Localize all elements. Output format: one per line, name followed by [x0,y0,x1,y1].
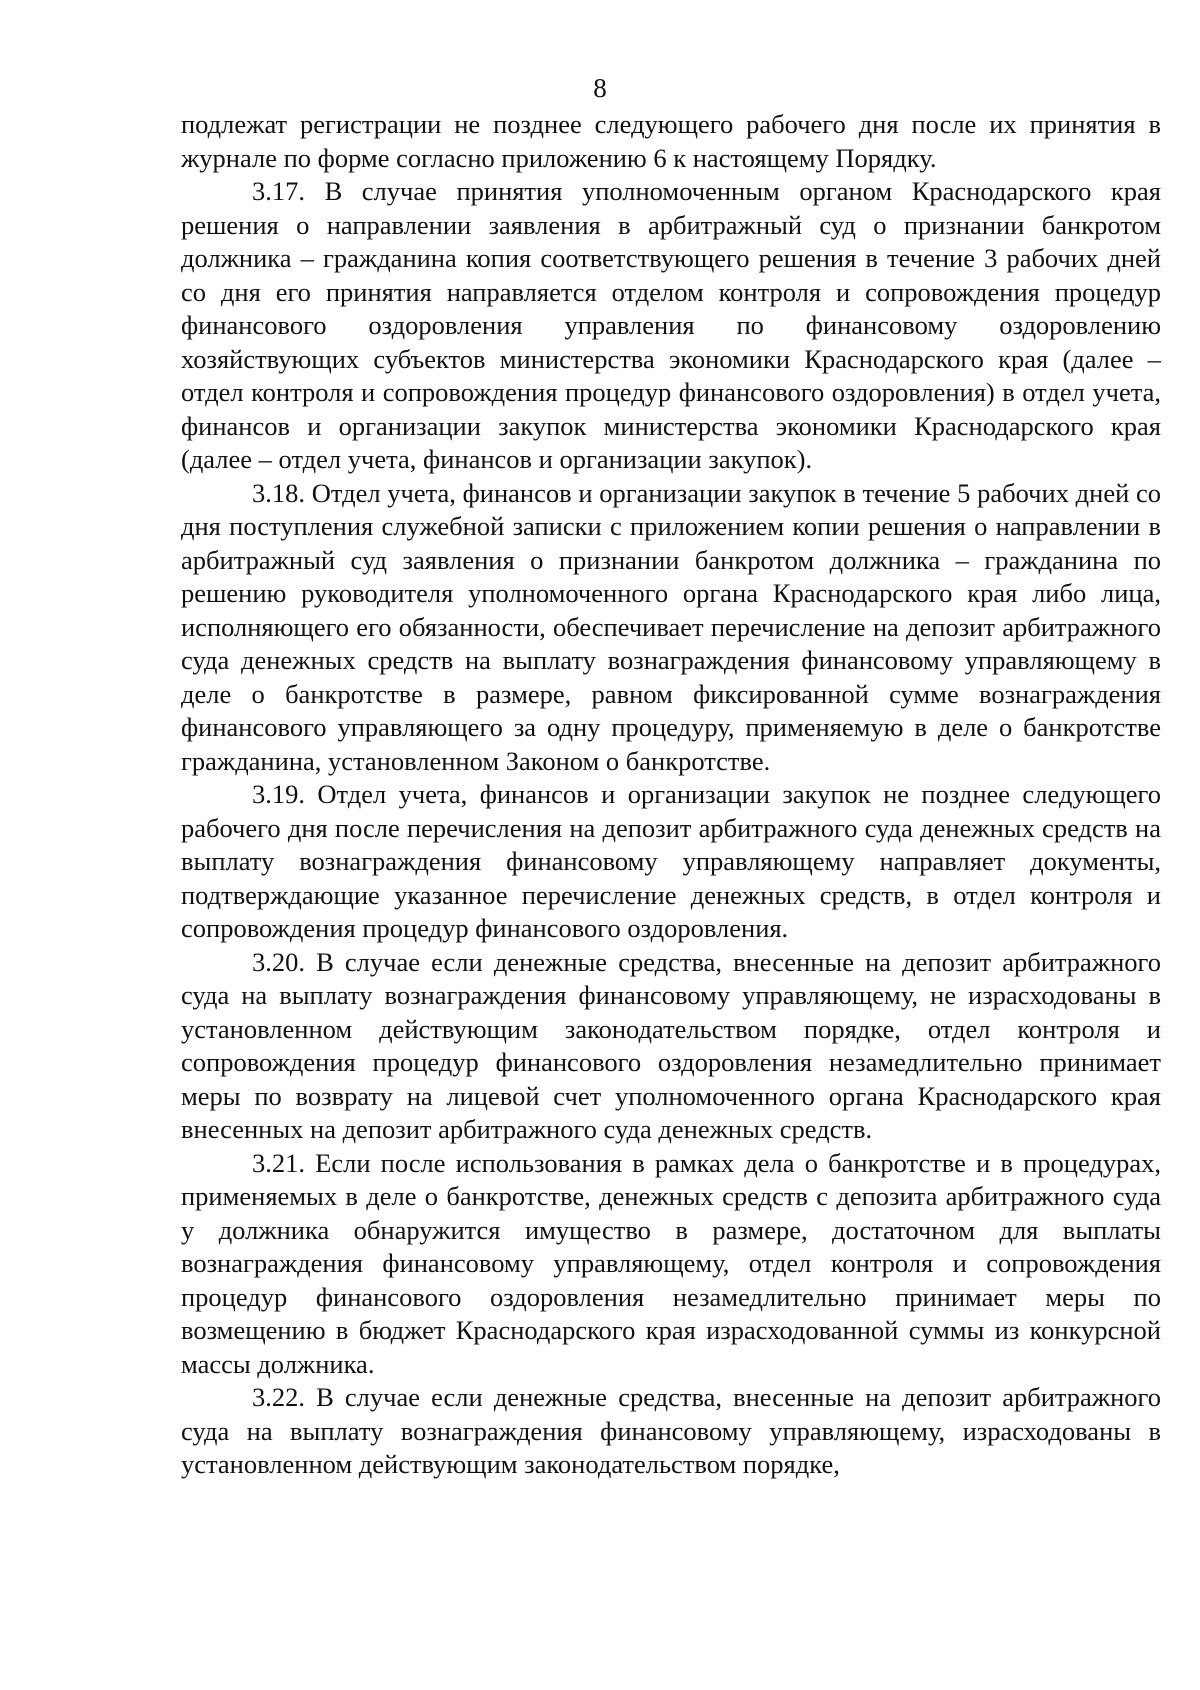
document-body [181,108,1161,1482]
paragraph-3-20: 3.20. В случае если денежные средства, внесенные на депозит арбитражного суда на выплату вознаграждения финансовому управляющему, не израсходованы в установленном действующим законодательством порядке, отдел контроля и сопровождения процедур финансового оздоровления незамедлительно принимает меры по возврату на лицевой счет уполномоченного органа Краснодарского края внесенных на депозит арбитражного суда денежных средств. [181,946,1161,1144]
paragraph-3-21: 3.21. Если после использования в рамках дела о банкротстве и в процедурах, применяемых в деле о банкротстве, денежных средств с депозита арбитражного суда у должника обнаружится имущество в размере, достаточном для выплаты вознаграждения финансовому управляющему, отдел контроля и сопровождения процедур финансового оздоровления незамедлительно принимает меры по возмещению в бюджет Краснодарского края израсходованной суммы из конкурсной массы должника. [181,1147,1161,1379]
paragraph-continuation: подлежат регистрации не позднее следующего рабочего дня после их принятия в журнале по форме согласно приложению 6 к настоящему Порядку. [181,109,1161,173]
page-number: 8 [593,73,607,103]
paragraph-3-22: 3.22. В случае если денежные средства, внесенные на депозит арбитражного суда на выплату вознаграждения финансовому управляющему, израсходованы в установленном действующим законодательством порядке, [181,1382,1161,1479]
paragraph-3-19: 3.19. Отдел учета, финансов и организации закупок не позднее следующего рабочего дня после перечисления на депозит арбитражного суда денежных средств на выплату вознаграждения финансовому управляющему направляет документы, подтверждающие указанное перечисление денежных средств, в отдел контроля и сопровождения процедур финансового оздоровления. [181,779,1161,943]
paragraph-3-18: 3.18. Отдел учета, финансов и организации закупок в течение 5 рабочих дней со дня поступления служебной записки с приложением копии решения о направлении в арбитражный суд заявления о признании банкротом должника – гражданина по решению руководителя уполномоченного органа Краснодарского края либо лица, исполняющего его обязанности, обеспечивает перечисление на депозит арбитражного суда денежных средств на выплату вознаграждения финансовому управляющему в деле о банкротстве в размере, равном фиксированной сумме вознаграждения финансового управляющего за одну процедуру, применяемую в деле о банкротстве гражданина, установленном Законом о банкротстве. [181,477,1161,776]
paragraph-3-17: 3.17. В случае принятия уполномоченным органом Краснодарского края решения о направлении заявления в арбитражный суд о признании банкротом должника – гражданина копия соответствующего решения в течение 3 рабочих дней со дня его принятия направляется отделом контроля и сопровождения процедур финансового оздоровления управления по финансовому оздоровлению хозяйствующих субъектов министерства экономики Краснодарского края (далее – отдел контроля и сопровождения процедур финансового оздоровления) в отдел учета, финансов и организации закупок министерства экономики Краснодарского края (далее – отдел учета, финансов и организации закупок). [181,176,1161,474]
